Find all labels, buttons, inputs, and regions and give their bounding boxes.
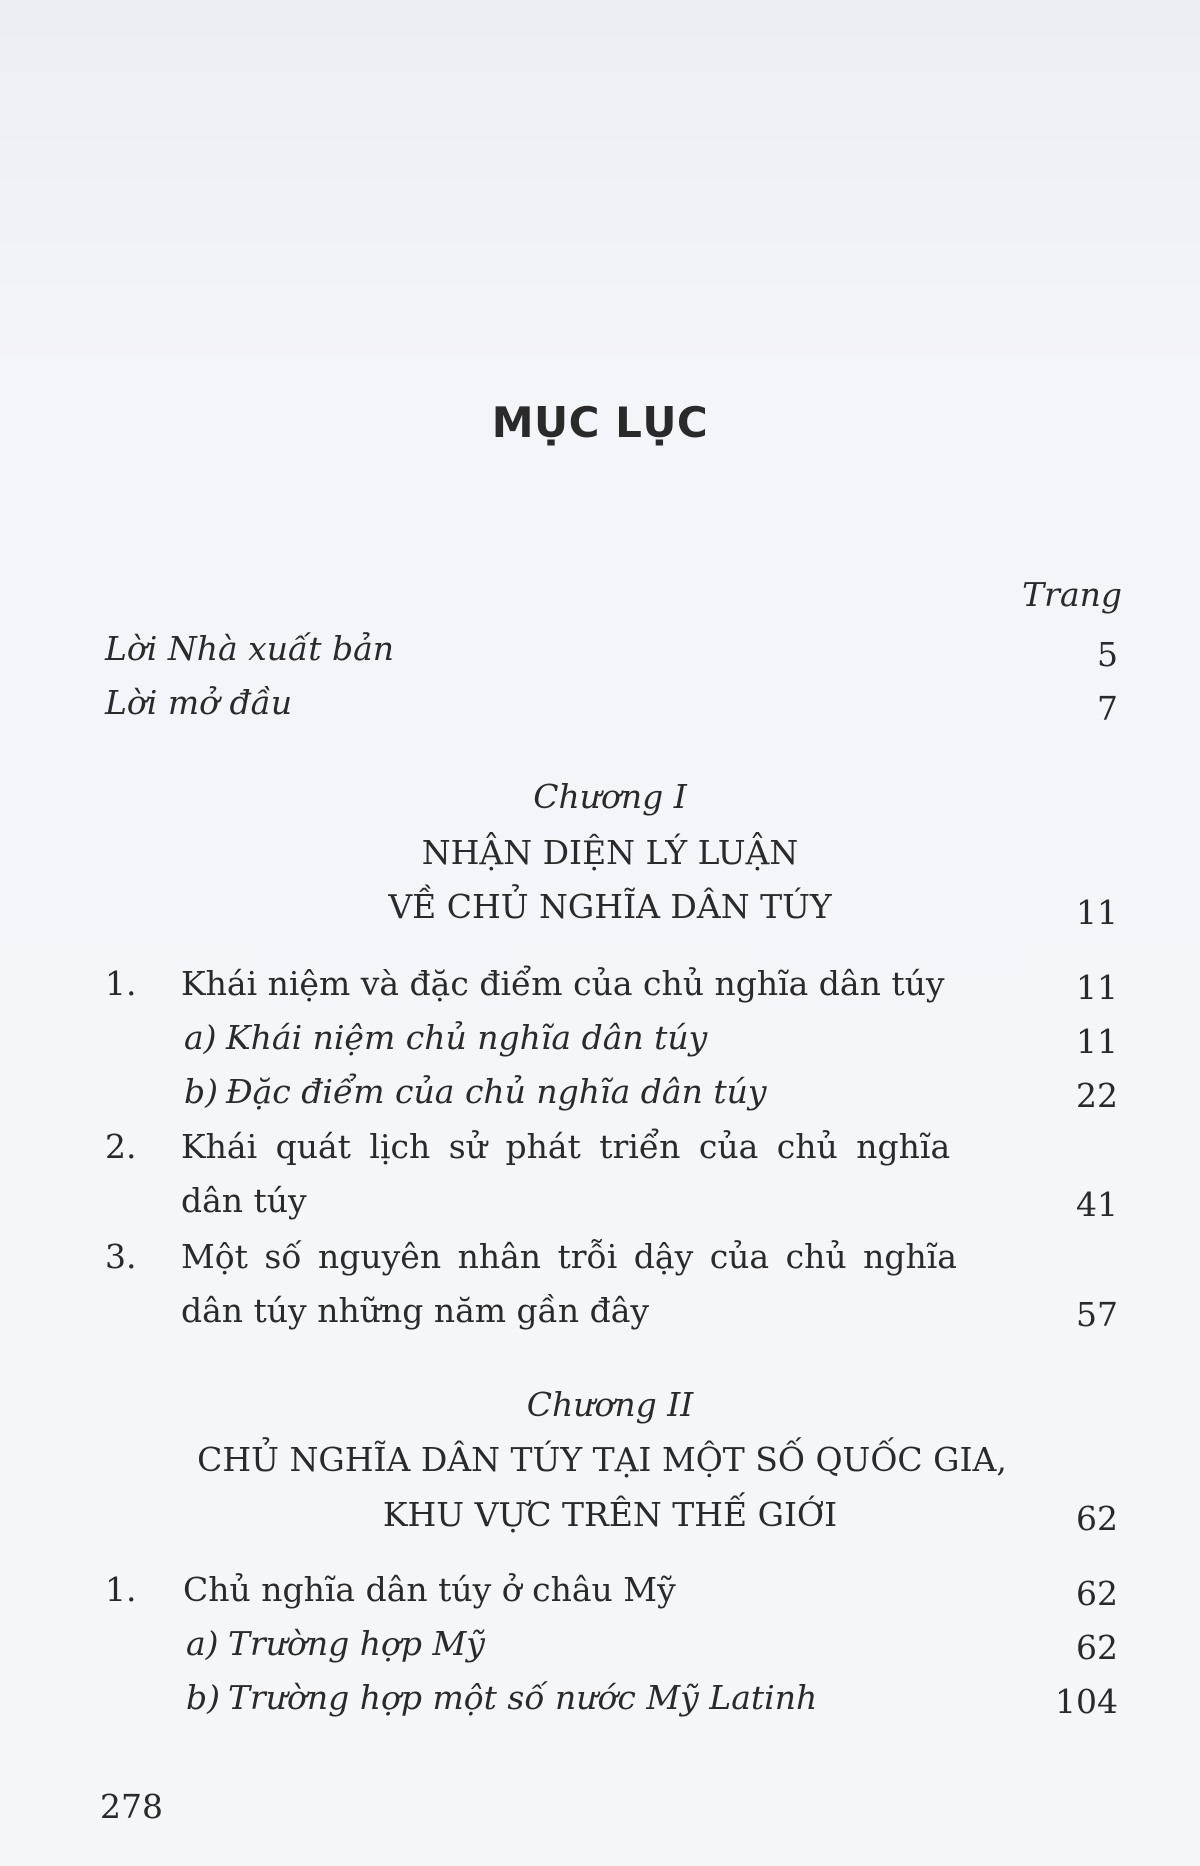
section-page: 57	[1076, 1295, 1118, 1334]
subsection-page: 22	[1076, 1076, 1118, 1115]
subsection-page: 104	[1055, 1682, 1118, 1721]
chapter-label: Chương II	[526, 1385, 694, 1424]
subsection-number: a)	[184, 1018, 217, 1057]
section-title: Khái niệm và đặc điểm của chủ nghĩa dân túy	[181, 964, 945, 1003]
subsection-number: b)	[184, 1072, 218, 1111]
section-title: Một số nguyên nhân trỗi dậy của chủ nghĩa	[181, 1237, 957, 1276]
chapter-heading-line: KHU VỰC TRÊN THẾ GIỚI	[382, 1495, 838, 1534]
page-title: MỤC LỤC	[491, 398, 709, 447]
page-number: 278	[100, 1787, 163, 1826]
subsection-page: 11	[1076, 1022, 1118, 1061]
chapter-heading-line: CHỦ NGHĨA DÂN TÚY TẠI MỘT SỐ QUỐC GIA,	[197, 1440, 1007, 1479]
toc-entry-page: 5	[1097, 635, 1118, 674]
section-number: 2.	[105, 1127, 137, 1166]
section-title-continued: dân túy	[181, 1181, 307, 1220]
section-title-continued: dân túy những năm gần đây	[181, 1291, 650, 1330]
chapter-label: Chương I	[533, 777, 687, 816]
subsection-number: a)	[186, 1624, 219, 1663]
subsection-page: 62	[1076, 1628, 1118, 1667]
subsection-number: b)	[186, 1678, 220, 1717]
section-page: 41	[1076, 1185, 1118, 1224]
chapter-page: 11	[1076, 893, 1118, 932]
section-title: Khái quát lịch sử phát triển của chủ nghĩa	[181, 1127, 951, 1166]
subsection-title: Trường hợp một số nước Mỹ Latinh	[228, 1678, 818, 1717]
section-number: 1.	[105, 964, 137, 1003]
section-number: 1.	[105, 1570, 137, 1609]
toc-entry-page: 7	[1097, 689, 1118, 728]
chapter-page: 62	[1076, 1499, 1118, 1538]
section-page: 11	[1076, 968, 1118, 1007]
chapter-heading-line: NHẬN DIỆN LÝ LUẬN	[421, 833, 799, 872]
chapter-heading-line: VỀ CHỦ NGHĨA DÂN TÚY	[388, 887, 832, 926]
toc-entry-title: Lời mở đầu	[105, 683, 293, 722]
page-column-header: Trang	[1022, 575, 1122, 614]
section-page: 62	[1076, 1574, 1118, 1613]
section-title: Chủ nghĩa dân túy ở châu Mỹ	[183, 1570, 676, 1609]
toc-entry-title: Lời Nhà xuất bản	[105, 629, 395, 668]
subsection-title: Trường hợp Mỹ	[228, 1624, 485, 1663]
subsection-title: Đặc điểm của chủ nghĩa dân túy	[226, 1072, 767, 1111]
section-number: 3.	[105, 1237, 137, 1276]
subsection-title: Khái niệm chủ nghĩa dân túy	[226, 1018, 708, 1057]
